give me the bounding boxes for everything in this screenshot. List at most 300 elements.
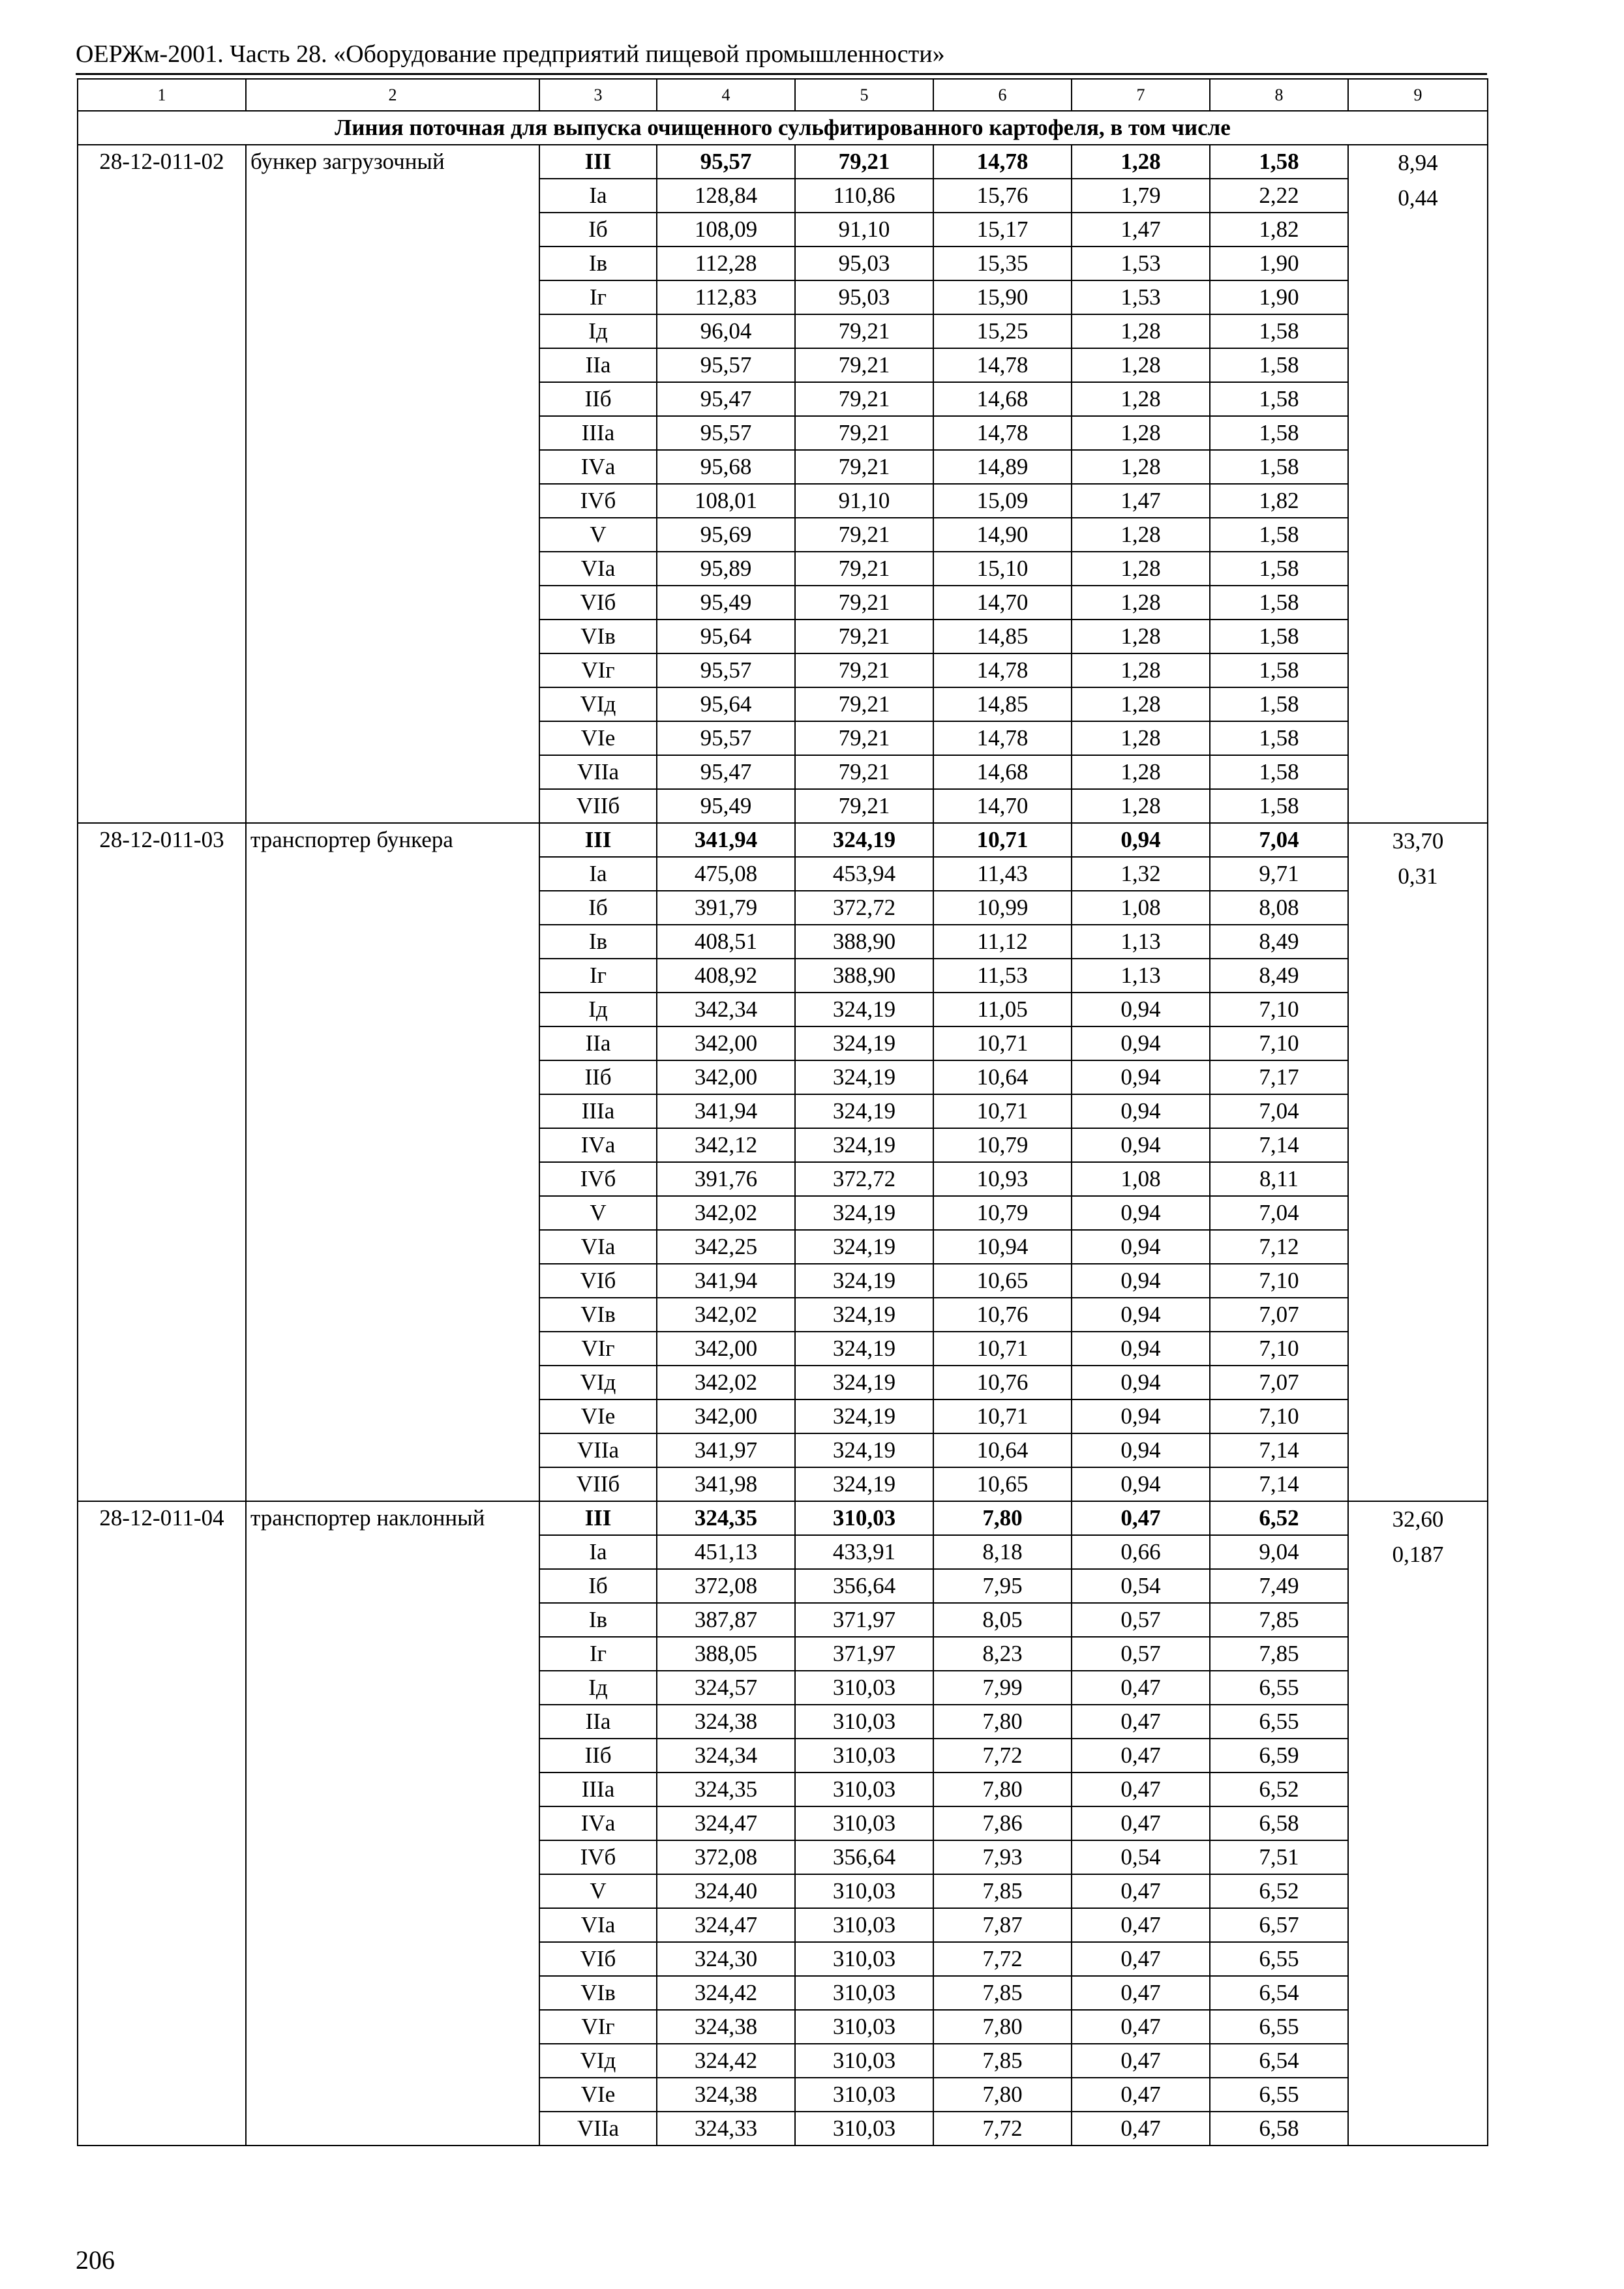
region-code: IIб: [539, 382, 657, 416]
cost-value: 0,94: [1072, 1467, 1210, 1501]
cost-value: 1,28: [1072, 755, 1210, 789]
cost-value: 356,64: [795, 1569, 933, 1603]
cost-value: 108,01: [657, 484, 795, 518]
region-code: VIа: [539, 552, 657, 586]
cost-value: 0,47: [1072, 1942, 1210, 1976]
cost-value: 79,21: [795, 687, 933, 721]
region-code: Iд: [539, 1671, 657, 1705]
region-code: Iд: [539, 993, 657, 1026]
cost-value: 0,94: [1072, 1399, 1210, 1433]
cost-value: 95,47: [657, 755, 795, 789]
region-code: VIд: [539, 1366, 657, 1399]
cost-value: 7,85: [1210, 1603, 1348, 1637]
region-code: Iг: [539, 959, 657, 993]
cost-value: 0,94: [1072, 1094, 1210, 1128]
cost-value: 6,52: [1210, 1874, 1348, 1908]
cost-value: 342,00: [657, 1399, 795, 1433]
cost-value: 342,12: [657, 1128, 795, 1162]
column-number: 6: [933, 79, 1072, 111]
cost-value: 14,78: [933, 145, 1072, 179]
cost-value: 1,28: [1072, 518, 1210, 552]
region-code: Iб: [539, 1569, 657, 1603]
table-body: [78, 79, 1488, 2146]
cost-value: 1,28: [1072, 416, 1210, 450]
column9-values: [1348, 1501, 1488, 2146]
cost-value: 91,10: [795, 484, 933, 518]
region-code: IIб: [539, 1060, 657, 1094]
cost-value: 324,40: [657, 1874, 795, 1908]
cost-value: 11,05: [933, 993, 1072, 1026]
cost-value: 0,94: [1072, 1196, 1210, 1230]
cost-value: 7,72: [933, 1942, 1072, 1976]
cost-value: 324,19: [795, 1230, 933, 1264]
cost-value: 324,47: [657, 1806, 795, 1840]
cost-value: 79,21: [795, 586, 933, 620]
cost-value: 342,02: [657, 1196, 795, 1230]
region-code: V: [539, 1196, 657, 1230]
cost-value: 95,03: [795, 280, 933, 314]
cost-value: 1,28: [1072, 586, 1210, 620]
column-number: 1: [78, 79, 246, 111]
cost-value: 96,04: [657, 314, 795, 348]
cost-value: 6,55: [1210, 1671, 1348, 1705]
region-code: VIб: [539, 586, 657, 620]
cost-value: 0,47: [1072, 1976, 1210, 2010]
cost-value: 7,17: [1210, 1060, 1348, 1094]
cost-value: 79,21: [795, 653, 933, 687]
cost-value: 7,14: [1210, 1128, 1348, 1162]
cost-value: 475,08: [657, 857, 795, 891]
cost-value: 95,64: [657, 620, 795, 653]
cost-value: 1,58: [1210, 552, 1348, 586]
cost-value: 324,19: [795, 1060, 933, 1094]
equipment-name: транспортер наклонный: [246, 1501, 539, 2146]
cost-value: 324,19: [795, 1366, 933, 1399]
region-code: VIIа: [539, 1433, 657, 1467]
cost-value: 10,71: [933, 1026, 1072, 1060]
region-code: VIе: [539, 1399, 657, 1433]
cost-value: 0,94: [1072, 1264, 1210, 1298]
cost-value: 7,85: [1210, 1637, 1348, 1671]
cost-value: 8,18: [933, 1535, 1072, 1569]
cost-value: 372,08: [657, 1840, 795, 1874]
cost-value: 7,80: [933, 1773, 1072, 1806]
column-number: 5: [795, 79, 933, 111]
cost-value: 1,58: [1210, 586, 1348, 620]
region-code: VIе: [539, 721, 657, 755]
cost-value: 0,94: [1072, 1230, 1210, 1264]
cost-value: 0,47: [1072, 1874, 1210, 1908]
cost-value: 10,65: [933, 1467, 1072, 1501]
cost-value: 310,03: [795, 1773, 933, 1806]
equipment-name: бункер загрузочный: [246, 145, 539, 823]
region-code: VIIа: [539, 2112, 657, 2146]
cost-value: 110,86: [795, 179, 933, 213]
page-header-title: ОЕРЖм-2001. Часть 28. «Оборудование предприятий пищевой промышленности»: [76, 40, 945, 68]
region-code: IIб: [539, 1739, 657, 1773]
cost-value: 342,00: [657, 1332, 795, 1366]
cost-value: 7,87: [933, 1908, 1072, 1942]
cost-value: 95,03: [795, 247, 933, 280]
region-code: VIг: [539, 1332, 657, 1366]
cost-value: 0,57: [1072, 1603, 1210, 1637]
cost-value: 79,21: [795, 552, 933, 586]
column-number: 9: [1348, 79, 1488, 111]
cost-value: 79,21: [795, 416, 933, 450]
cost-value: 7,80: [933, 1501, 1072, 1535]
cost-value: 6,55: [1210, 1705, 1348, 1739]
cost-value: 324,19: [795, 1433, 933, 1467]
cost-value: 324,19: [795, 1399, 933, 1433]
cost-value: 341,98: [657, 1467, 795, 1501]
region-code: III: [539, 145, 657, 179]
region-code: Iг: [539, 1637, 657, 1671]
cost-value: 6,59: [1210, 1739, 1348, 1773]
region-code: VIIб: [539, 1467, 657, 1501]
cost-value: 6,58: [1210, 1806, 1348, 1840]
region-code: V: [539, 1874, 657, 1908]
cost-value: 7,04: [1210, 823, 1348, 857]
cost-value: 0,47: [1072, 1773, 1210, 1806]
cost-value: 1,58: [1210, 687, 1348, 721]
cost-value: 7,85: [933, 2044, 1072, 2078]
cost-value: 0,94: [1072, 1433, 1210, 1467]
cost-value: 310,03: [795, 1908, 933, 1942]
region-code: VIг: [539, 2010, 657, 2044]
cost-value: 7,12: [1210, 1230, 1348, 1264]
cost-value: 372,72: [795, 891, 933, 925]
cost-value: 15,35: [933, 247, 1072, 280]
cost-value: 8,08: [1210, 891, 1348, 925]
table-row: [78, 1501, 1488, 1535]
cost-value: 79,21: [795, 450, 933, 484]
cost-value: 324,30: [657, 1942, 795, 1976]
cost-value: 388,90: [795, 925, 933, 959]
cost-value: 10,79: [933, 1196, 1072, 1230]
cost-value: 2,22: [1210, 179, 1348, 213]
cost-value: 1,13: [1072, 925, 1210, 959]
region-code: VIв: [539, 620, 657, 653]
cost-value: 0,47: [1072, 2112, 1210, 2146]
cost-value: 79,21: [795, 518, 933, 552]
region-code: IIIа: [539, 416, 657, 450]
cost-value: 310,03: [795, 2044, 933, 2078]
column-number: 8: [1210, 79, 1348, 111]
cost-value: 341,97: [657, 1433, 795, 1467]
cost-value: 1,79: [1072, 179, 1210, 213]
region-code: VIд: [539, 2044, 657, 2078]
cost-value: 128,84: [657, 179, 795, 213]
column9-values: [1348, 145, 1488, 823]
cost-value: 7,10: [1210, 993, 1348, 1026]
cost-value: 95,64: [657, 687, 795, 721]
cost-value: 1,82: [1210, 484, 1348, 518]
cost-value: 371,97: [795, 1603, 933, 1637]
column-number: 3: [539, 79, 657, 111]
cost-value: 14,70: [933, 586, 1072, 620]
region-code: IIа: [539, 1705, 657, 1739]
cost-value: 10,71: [933, 1399, 1072, 1433]
cost-value: 10,64: [933, 1433, 1072, 1467]
cost-value: 1,58: [1210, 518, 1348, 552]
cost-value: 1,53: [1072, 280, 1210, 314]
cost-value: 6,54: [1210, 1976, 1348, 2010]
cost-value: 7,93: [933, 1840, 1072, 1874]
cost-value: 10,65: [933, 1264, 1072, 1298]
cost-value: 324,19: [795, 1128, 933, 1162]
cost-value: 7,07: [1210, 1366, 1348, 1399]
cost-value: 112,28: [657, 247, 795, 280]
cost-value: 324,33: [657, 2112, 795, 2146]
cost-value: 14,70: [933, 789, 1072, 823]
cost-value: 388,90: [795, 959, 933, 993]
cost-value: 310,03: [795, 1976, 933, 2010]
cost-value: 9,71: [1210, 857, 1348, 891]
cost-value: 451,13: [657, 1535, 795, 1569]
cost-value: 372,72: [795, 1162, 933, 1196]
cost-value: 324,19: [795, 1264, 933, 1298]
cost-value: 6,55: [1210, 2010, 1348, 2044]
cost-value: 7,85: [933, 1976, 1072, 2010]
cost-value: 15,10: [933, 552, 1072, 586]
region-code: VIв: [539, 1298, 657, 1332]
cost-value: 6,57: [1210, 1908, 1348, 1942]
region-code: Iа: [539, 179, 657, 213]
column9-values: [1348, 823, 1488, 1501]
cost-value: 15,09: [933, 484, 1072, 518]
cost-value: 342,25: [657, 1230, 795, 1264]
cost-value: 1,82: [1210, 213, 1348, 247]
cost-value: 1,90: [1210, 280, 1348, 314]
cost-value: 8,11: [1210, 1162, 1348, 1196]
cost-value: 14,78: [933, 721, 1072, 755]
cost-value: 356,64: [795, 1840, 933, 1874]
cost-value: 10,71: [933, 1332, 1072, 1366]
region-code: IVа: [539, 450, 657, 484]
cost-value: 0,94: [1072, 1060, 1210, 1094]
cost-value: 95,57: [657, 653, 795, 687]
cost-value: 79,21: [795, 620, 933, 653]
cost-value: 10,99: [933, 891, 1072, 925]
cost-value: 0,94: [1072, 1298, 1210, 1332]
cost-value: 341,94: [657, 1094, 795, 1128]
cost-value: 1,47: [1072, 484, 1210, 518]
region-code: Iв: [539, 1603, 657, 1637]
cost-value: 0,47: [1072, 2078, 1210, 2112]
cost-value: 1,28: [1072, 620, 1210, 653]
region-code: IVа: [539, 1128, 657, 1162]
cost-value: 324,19: [795, 1094, 933, 1128]
cost-value: 1,58: [1210, 382, 1348, 416]
cost-value: 10,64: [933, 1060, 1072, 1094]
cost-value: 324,19: [795, 1026, 933, 1060]
cost-value: 324,19: [795, 1298, 933, 1332]
region-code: Iв: [539, 925, 657, 959]
cost-value: 371,97: [795, 1637, 933, 1671]
cost-value: 95,49: [657, 586, 795, 620]
cost-value: 0,94: [1072, 1332, 1210, 1366]
table-row: [78, 145, 1488, 179]
column9-value: 33,70: [1392, 828, 1444, 854]
cost-value: 0,47: [1072, 1501, 1210, 1535]
region-code: Iа: [539, 1535, 657, 1569]
cost-value: 95,49: [657, 789, 795, 823]
section-title-row: [78, 111, 1488, 145]
cost-value: 0,47: [1072, 1671, 1210, 1705]
cost-value: 95,57: [657, 145, 795, 179]
norm-code: 28-12-011-04: [78, 1501, 246, 2146]
cost-value: 14,85: [933, 687, 1072, 721]
cost-value: 387,87: [657, 1603, 795, 1637]
cost-value: 112,83: [657, 280, 795, 314]
region-code: Iд: [539, 314, 657, 348]
column-number: 4: [657, 79, 795, 111]
cost-value: 342,02: [657, 1298, 795, 1332]
cost-value: 6,52: [1210, 1501, 1348, 1535]
cost-value: 10,76: [933, 1298, 1072, 1332]
cost-value: 1,90: [1210, 247, 1348, 280]
column-number: 2: [246, 79, 539, 111]
cost-value: 0,94: [1072, 823, 1210, 857]
cost-value: 341,94: [657, 1264, 795, 1298]
cost-value: 11,43: [933, 857, 1072, 891]
cost-value: 0,54: [1072, 1840, 1210, 1874]
cost-value: 7,04: [1210, 1196, 1348, 1230]
equipment-name: транспортер бункера: [246, 823, 539, 1501]
region-code: Iв: [539, 247, 657, 280]
cost-value: 8,23: [933, 1637, 1072, 1671]
cost-value: 7,04: [1210, 1094, 1348, 1128]
cost-value: 310,03: [795, 2112, 933, 2146]
cost-value: 7,99: [933, 1671, 1072, 1705]
region-code: Iб: [539, 891, 657, 925]
cost-value: 0,94: [1072, 993, 1210, 1026]
cost-value: 14,68: [933, 382, 1072, 416]
cost-value: 11,53: [933, 959, 1072, 993]
cost-value: 324,19: [795, 1332, 933, 1366]
cost-value: 95,47: [657, 382, 795, 416]
cost-value: 79,21: [795, 382, 933, 416]
cost-value: 7,95: [933, 1569, 1072, 1603]
cost-value: 14,90: [933, 518, 1072, 552]
cost-value: 14,68: [933, 755, 1072, 789]
cost-value: 79,21: [795, 145, 933, 179]
cost-value: 15,25: [933, 314, 1072, 348]
cost-value: 0,47: [1072, 1908, 1210, 1942]
region-code: VIIа: [539, 755, 657, 789]
region-code: VIб: [539, 1942, 657, 1976]
cost-value: 7,49: [1210, 1569, 1348, 1603]
cost-value: 1,32: [1072, 857, 1210, 891]
cost-value: 7,80: [933, 1705, 1072, 1739]
cost-value: 79,21: [795, 314, 933, 348]
cost-value: 324,42: [657, 1976, 795, 2010]
cost-value: 6,54: [1210, 2044, 1348, 2078]
cost-value: 7,10: [1210, 1332, 1348, 1366]
cost-value: 1,08: [1072, 1162, 1210, 1196]
cost-value: 310,03: [795, 2010, 933, 2044]
cost-value: 15,90: [933, 280, 1072, 314]
cost-value: 7,72: [933, 2112, 1072, 2146]
cost-value: 7,07: [1210, 1298, 1348, 1332]
cost-value: 1,28: [1072, 687, 1210, 721]
region-code: VIе: [539, 2078, 657, 2112]
region-code: Iб: [539, 213, 657, 247]
region-code: IVб: [539, 1162, 657, 1196]
cost-value: 14,78: [933, 416, 1072, 450]
cost-value: 6,55: [1210, 2078, 1348, 2112]
cost-value: 14,78: [933, 348, 1072, 382]
cost-value: 1,28: [1072, 721, 1210, 755]
cost-value: 1,08: [1072, 891, 1210, 925]
cost-value: 0,94: [1072, 1128, 1210, 1162]
cost-value: 0,54: [1072, 1569, 1210, 1603]
cost-value: 1,13: [1072, 959, 1210, 993]
cost-value: 324,19: [795, 823, 933, 857]
cost-value: 324,19: [795, 1196, 933, 1230]
table-row: [78, 823, 1488, 857]
cost-value: 1,58: [1210, 416, 1348, 450]
region-code: Iг: [539, 280, 657, 314]
region-code: IVб: [539, 484, 657, 518]
cost-value: 10,93: [933, 1162, 1072, 1196]
cost-value: 1,58: [1210, 789, 1348, 823]
cost-value: 1,28: [1072, 348, 1210, 382]
cost-value: 95,57: [657, 348, 795, 382]
cost-value: 324,38: [657, 2010, 795, 2044]
region-code: III: [539, 823, 657, 857]
column9-value: 0,187: [1392, 1542, 1444, 1567]
cost-value: 310,03: [795, 1942, 933, 1976]
cost-value: 324,19: [795, 993, 933, 1026]
cost-value: 9,04: [1210, 1535, 1348, 1569]
cost-value: 8,05: [933, 1603, 1072, 1637]
cost-value: 7,51: [1210, 1840, 1348, 1874]
cost-value: 310,03: [795, 1705, 933, 1739]
region-code: VIа: [539, 1230, 657, 1264]
cost-value: 372,08: [657, 1569, 795, 1603]
region-code: IIа: [539, 1026, 657, 1060]
region-code: VIб: [539, 1264, 657, 1298]
cost-value: 7,10: [1210, 1264, 1348, 1298]
column9-value: 8,94: [1398, 150, 1438, 175]
cost-value: 95,57: [657, 721, 795, 755]
cost-value: 95,89: [657, 552, 795, 586]
cost-value: 0,47: [1072, 2010, 1210, 2044]
cost-value: 1,58: [1210, 314, 1348, 348]
region-code: V: [539, 518, 657, 552]
cost-value: 10,71: [933, 1094, 1072, 1128]
region-code: VIIб: [539, 789, 657, 823]
region-code: IIа: [539, 348, 657, 382]
cost-value: 7,10: [1210, 1026, 1348, 1060]
cost-value: 10,79: [933, 1128, 1072, 1162]
cost-value: 1,28: [1072, 314, 1210, 348]
cost-value: 7,14: [1210, 1433, 1348, 1467]
cost-value: 342,02: [657, 1366, 795, 1399]
cost-value: 342,00: [657, 1026, 795, 1060]
cost-value: 1,58: [1210, 755, 1348, 789]
cost-value: 1,28: [1072, 552, 1210, 586]
cost-value: 408,51: [657, 925, 795, 959]
cost-value: 1,58: [1210, 450, 1348, 484]
cost-value: 0,47: [1072, 1806, 1210, 1840]
cost-value: 324,35: [657, 1501, 795, 1535]
cost-value: 7,86: [933, 1806, 1072, 1840]
cost-value: 15,76: [933, 179, 1072, 213]
cost-value: 91,10: [795, 213, 933, 247]
cost-value: 0,47: [1072, 1739, 1210, 1773]
